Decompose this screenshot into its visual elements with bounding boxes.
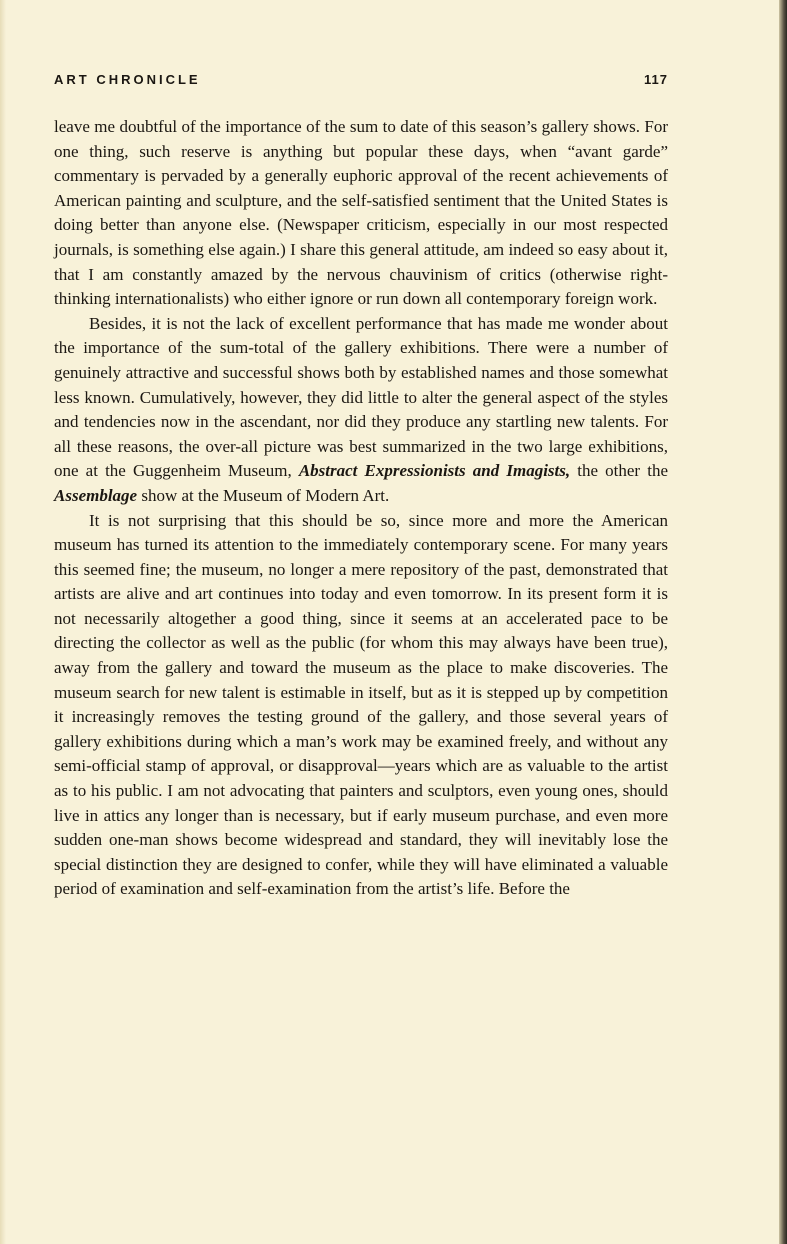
page-number: 117	[644, 72, 668, 87]
paragraph-2	[54, 312, 668, 509]
book-spine-edge	[779, 0, 787, 1244]
exhibition-title-abstract-expressionists: Abstract Expressionists and Imagists,	[298, 461, 571, 481]
paragraph-2-text-middle: the other the	[570, 461, 669, 481]
exhibition-title-assemblage: Assemblage	[54, 485, 138, 505]
paragraph-2-text-before: Besides, it is not the lack of excellent performance that has made me wonder about the importance of the sum-total of the gallery exhibitions. There were a number of genuinely attractive and successful shows both by established names and those somewhat less known. Cumulatively, however, they did little to alter the general aspect of the styles and tendencies now in the ascendant, nor did they produce any startling new talents. For all these reasons, the over-all picture was best summarized in the two large exhibitions, one at the Guggenheim Museum,	[54, 313, 668, 481]
paragraph-1: leave me doubtful of the importance of the sum to date of this season’s gallery shows. For one thing, such reserve is anything but popular these days, when “avant garde” commentary is pervaded by a generally euphoric approval of the recent achievements of American painting and sculpture, and the self-satisfied sentiment that the United States is doing better than anyone else. (Newspaper criticism, especially in our most respected journals, is something else again.) I share this general attitude, am indeed so easy about it, that I am constantly amazed by the nervous chauvinism of critics (otherwise right-thinking internationalists) who either ignore or run down all contemporary foreign work.	[54, 117, 668, 309]
running-header	[54, 72, 668, 94]
running-title: ART CHRONICLE	[54, 72, 201, 87]
paragraph-2-text-after: show at the Museum of Modern Art.	[137, 485, 390, 505]
article-body	[54, 115, 668, 902]
paragraph-3: It is not surprising that this should be so, since more and more the American museum has turned its attention to the immediately contemporary scene. For many years this seemed fine; the museum, no longer a mere repository of the past, demonstrated that artists are alive and art continues into today and even tomorrow. In its present form it is not necessarily altogether a good thing, since it seems at an accelerated pace to be directing the collector as well as the public (for whom this may always have been true), away from the gallery and toward the museum as the place to make discoveries. The museum search for new talent is estimable in itself, but as it is stepped up by competition it increasingly removes the testing ground of the gallery, and those several years of gallery exhibitions during which a man’s work may be examined freely, and without any semi-official stamp of approval, or disapproval—years which are as valuable to the artist as to his public. I am not advocating that painters and sculptors, even young ones, should live in attics any longer than is necessary, but if early museum purchase, and even more sudden one-man shows become widespread and standard, they will inevitably lose the special distinction they are designed to confer, while they will have eliminated a valuable period of examination and self-examination from the artist’s life. Before the	[54, 510, 668, 899]
page-gutter	[0, 0, 6, 1244]
